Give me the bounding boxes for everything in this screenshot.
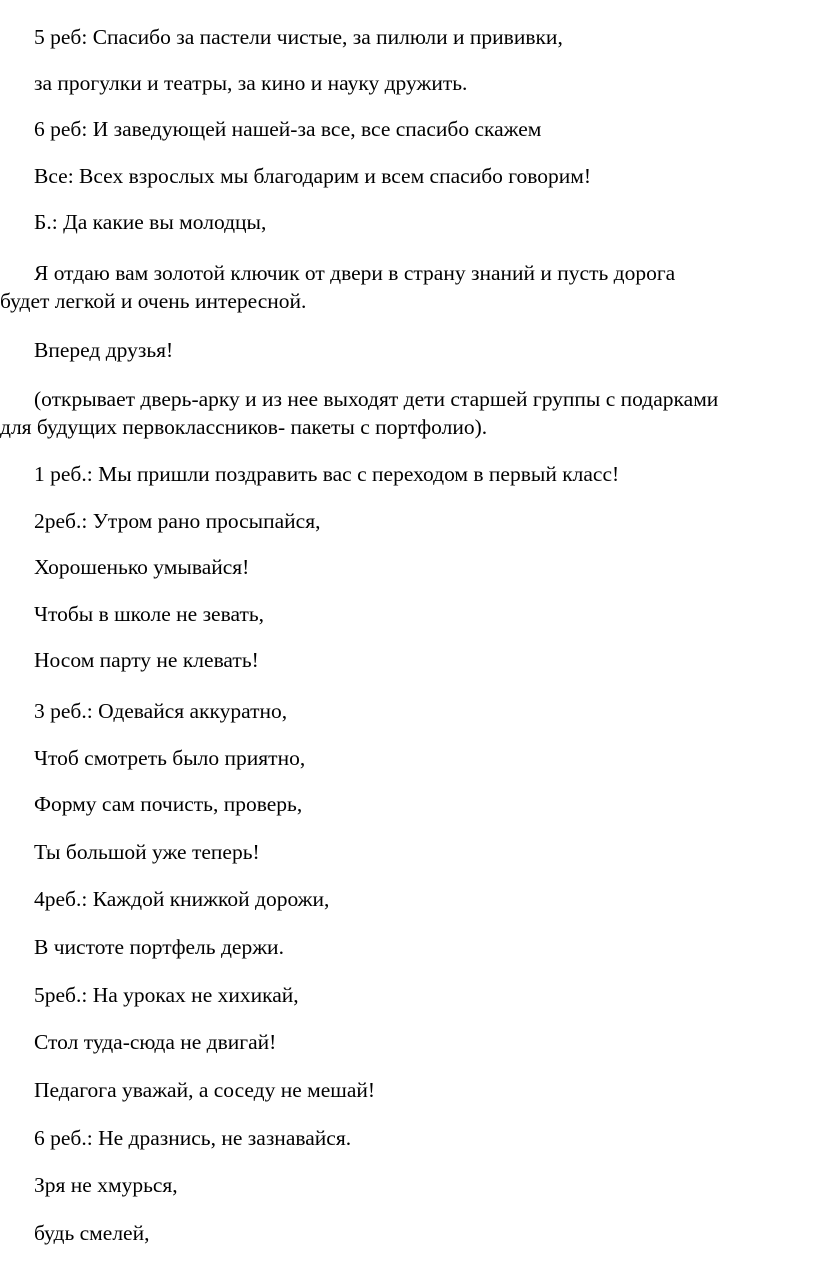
- paragraph: [0, 981, 816, 1009]
- paragraph: [0, 23, 816, 51]
- text-line: Носом парту не клевать!: [34, 648, 259, 672]
- paragraph: [0, 744, 816, 772]
- text-line: Я отдаю вам золотой ключик от двери в страну знаний и пусть дорога: [34, 261, 676, 285]
- paragraph: [0, 697, 816, 725]
- paragraph: [0, 1076, 816, 1104]
- text-line: Вперед друзья!: [34, 338, 174, 362]
- text-line: В чистоте портфель держи.: [34, 935, 284, 959]
- paragraph: [0, 838, 816, 866]
- text-line: (открывает дверь-арку и из нее выходят дети старшей группы с подарками: [34, 387, 719, 411]
- paragraph: [0, 208, 816, 236]
- text-line: 2реб.: Утром рано просыпайся,: [34, 509, 321, 533]
- text-line: Стол туда-сюда не двигай!: [34, 1030, 277, 1054]
- text-line: 4реб.: Каждой книжкой дорожи,: [34, 887, 330, 911]
- text-line: Форму сам почисть, проверь,: [34, 792, 303, 816]
- text-line: Ты большой уже теперь!: [34, 840, 260, 864]
- text-line: Педагога уважай, а соседу не мешай!: [34, 1078, 376, 1102]
- paragraph: [0, 162, 816, 190]
- paragraph: [0, 553, 816, 581]
- text-line: 3 реб.: Одевайся аккуратно,: [34, 699, 288, 723]
- paragraph: [0, 1124, 816, 1152]
- text-line: 6 реб: И заведующей нашей-за все, все спасибо скажем: [34, 117, 542, 141]
- text-line: за прогулки и театры, за кино и науку дружить.: [34, 71, 468, 95]
- paragraph: [0, 507, 816, 535]
- paragraph: [0, 115, 816, 143]
- text-line: Зря не хмурься,: [34, 1173, 178, 1197]
- text-line: будет легкой и очень интересной.: [0, 289, 307, 313]
- paragraph: [0, 336, 816, 364]
- paragraph: [0, 460, 816, 488]
- paragraph: [0, 69, 816, 97]
- text-line: Б.: Да какие вы молодцы,: [34, 210, 267, 234]
- paragraph: [0, 600, 816, 628]
- paragraph: [0, 646, 816, 674]
- text-line: 5реб.: На уроках не хихикай,: [34, 983, 299, 1007]
- text-line: 5 реб: Спасибо за пастели чистые, за пилюли и прививки,: [34, 25, 563, 49]
- text-line: Чтобы в школе не зевать,: [34, 602, 265, 626]
- paragraph: [0, 933, 816, 961]
- text-line: Все: Всех взрослых мы благодарим и всем спасибо говорим!: [34, 164, 592, 188]
- paragraph: [0, 1219, 816, 1247]
- paragraph: [0, 1171, 816, 1199]
- paragraph: [0, 790, 816, 818]
- text-line: Хорошенько умывайся!: [34, 555, 250, 579]
- paragraph: [0, 259, 816, 315]
- text-line: 1 реб.: Мы пришли поздравить вас с переходом в первый класс!: [34, 462, 620, 486]
- text-line: Чтоб смотреть было приятно,: [34, 746, 306, 770]
- paragraph: [0, 885, 816, 913]
- text-line: для будущих первоклассников- пакеты с портфолио).: [0, 415, 488, 439]
- paragraph: [0, 1028, 816, 1056]
- paragraph: [0, 385, 816, 441]
- text-line: будь смелей,: [34, 1221, 150, 1245]
- text-line: 6 реб.: Не дразнись, не зазнавайся.: [34, 1126, 352, 1150]
